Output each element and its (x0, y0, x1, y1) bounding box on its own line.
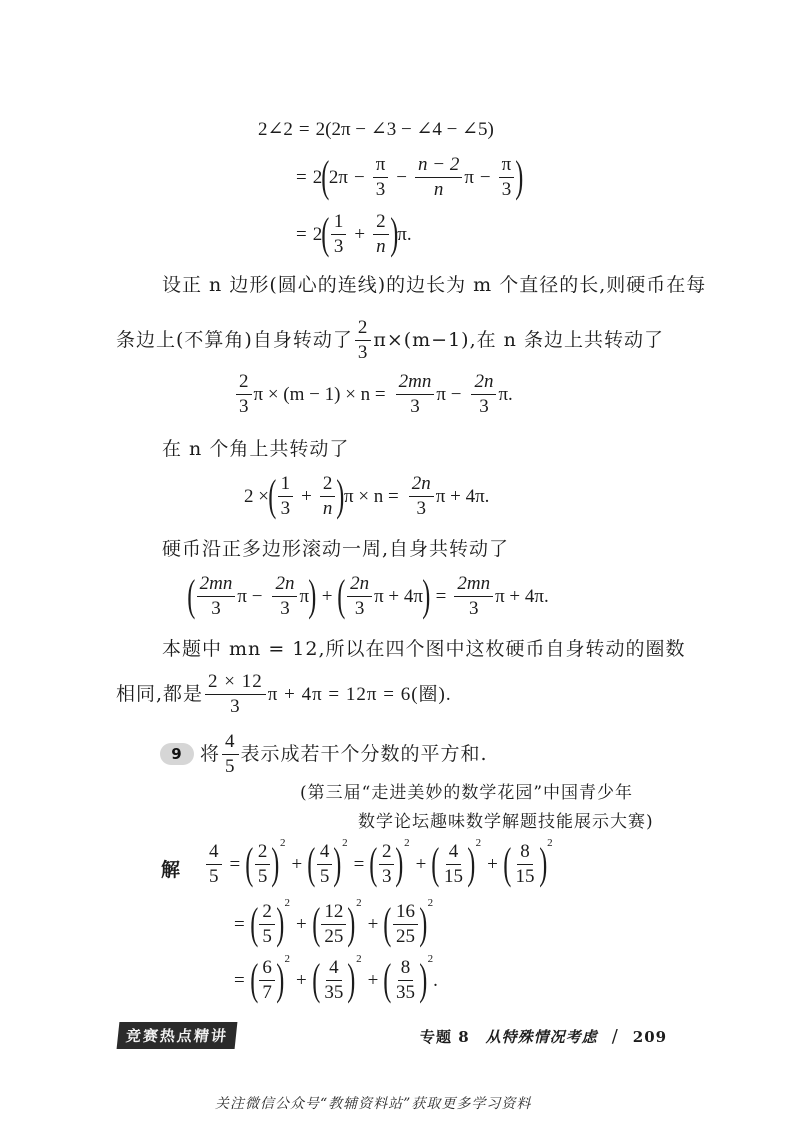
fraction: $\frac{4}{5}$ (206, 842, 222, 887)
running-footer: 专题 8 从特殊情况考虑 / 209 (420, 1026, 668, 1047)
fraction: $\frac{1}{3}$ (331, 212, 347, 257)
eq3: 2 × ( $\frac{1}{3}$ + $\frac{2}{n}$ ) π × n = $\frac{2n}{3}$ π + 4π. (244, 471, 490, 521)
fraction: $\frac{2}{n}$ (320, 474, 336, 519)
fraction: $\frac{2n}{3}$ (471, 372, 496, 417)
fraction: $\frac{1}{3}$ (278, 474, 294, 519)
watermark-text: 关注微信公众号“教辅资料站”获取更多学习资料 (215, 1096, 532, 1112)
solution-label: 解 (161, 859, 181, 881)
fraction: $\frac{2n}{3}$ (347, 574, 372, 619)
paragraph-1-line-2: 条边上(不算角)自身转动了 $\frac{2}{3}$ π×(m−1),在 n 条边上共转动了 (116, 317, 664, 363)
eq4: ( $\frac{2mn}{3}$ π − $\frac{2n}{3}$ π ) + ( $\frac{2n}{3}$ π + 4π ) = $\frac{2mn}{3}$ π + 4π. (187, 571, 549, 621)
fraction: $\frac{2}{3}$ (236, 372, 252, 417)
fraction: $\frac{n - 2}{n}$ (415, 155, 462, 200)
eq1-lhs: 2∠2 (258, 119, 293, 140)
equals: = (298, 119, 310, 140)
fraction: $\frac{\pi}{3}$ (373, 155, 389, 200)
chapter-number: 专题 8 (420, 1028, 470, 1046)
paragraph-4-line-2: 相同,都是 $\frac{2 \times 12}{3}$ π + 4π = 12π = 6(圈). (116, 671, 452, 717)
solution-line-3: = ( $\frac{6}{7}$ ) 2 + ( $\frac{4}{35}$ ) 2 + ( $\frac{8}{35}$ ) 2 . (234, 953, 438, 1005)
problem-source-line-1: (第三届“走进美妙的数学花园”中国青少年 (300, 783, 634, 803)
fraction: $\frac{2}{3}$ (355, 318, 372, 363)
eq2: $\frac{2}{3}$ π × (m − 1) × n = $\frac{2mn}{3}$ π − $\frac{2n}{3}$ π. (234, 372, 513, 417)
problem-9: 9 将 $\frac{4}{5}$ 表示成若干个分数的平方和. (160, 732, 488, 777)
fraction: $\frac{2}{n}$ (373, 212, 389, 257)
section-tag: 竞赛热点精讲 (117, 1022, 238, 1049)
problem-source-line-2: 数学论坛趣味数学解题技能展示大赛) (358, 812, 654, 832)
eq1-line1 (258, 120, 494, 139)
problem-number-badge: 9 (160, 743, 194, 765)
solution-line-2: = ( $\frac{2}{5}$ ) 2 + ( $\frac{12}{25}$ ) 2 + ( $\frac{16}{25}$ ) 2 (234, 897, 434, 949)
fraction: $\frac{2n}{3}$ (272, 574, 297, 619)
chapter-title: 从特殊情况考虑 (485, 1028, 598, 1046)
paragraph-1-line-1: 设正 n 边形(圆心的连线)的边长为 m 个直径的长,则硬币在每 (162, 274, 707, 296)
fraction: $\frac{2n}{3}$ (409, 474, 434, 519)
page-number: 209 (632, 1027, 668, 1046)
eq1-rhs: 2(2π − ∠3 − ∠4 − ∠5) (315, 119, 494, 140)
fraction: $\frac{4}{5}$ (222, 732, 239, 777)
fraction: $\frac{\pi}{3}$ (499, 155, 515, 200)
fraction: $\frac{2mn}{3}$ (396, 372, 435, 417)
eq1-line3: = 2 ( $\frac{1}{3}$ + $\frac{2}{n}$ ) π. (296, 209, 412, 259)
fraction: $\frac{2 \times 12}{3}$ (205, 672, 266, 717)
fraction: $\frac{2mn}{3}$ (454, 574, 493, 619)
fraction: $\frac{2mn}{3}$ (197, 574, 236, 619)
eq1-line2: = 2 ( 2π − $\frac{\pi}{3}$ − $\frac{n - 2}{n}$ π − $\frac{\pi}{3}$ ) (296, 152, 524, 202)
paragraph-2: 在 n 个角上共转动了 (162, 438, 350, 460)
paragraph-3: 硬币沿正多边形滚动一周,自身共转动了 (162, 538, 510, 560)
paragraph-4-line-1: 本题中 mn = 12,所以在四个图中这枚硬币自身转动的圈数 (162, 638, 686, 660)
solution-line-1: $\frac{4}{5}$ = ( $\frac{2}{5}$ ) 2 + ( $\frac{4}{5}$ ) 2 = ( $\frac{2}{3}$ ) 2 + ( $\frac{4}{15}$ ) 2 + ( $\frac{8}{15}$ ) 2 (204, 842, 553, 887)
